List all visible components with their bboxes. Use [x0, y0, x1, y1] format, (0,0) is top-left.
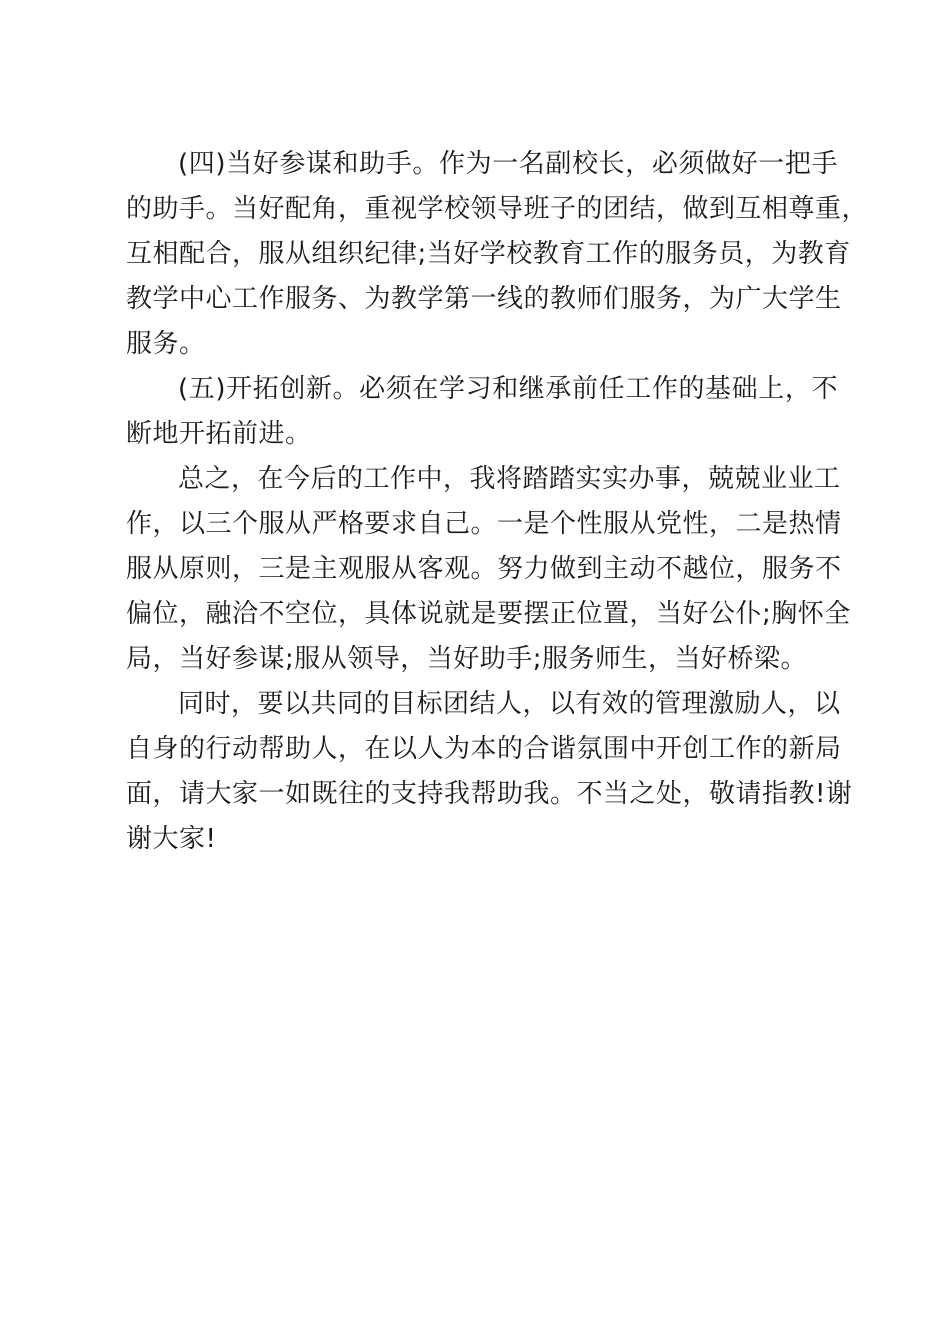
- document-body: [126, 142, 869, 862]
- paragraph-summary: [126, 457, 851, 682]
- text-line: (五)开拓创新。必须在学习和继承前任工作的基础上，不: [178, 374, 838, 404]
- text-line: 服务。: [126, 329, 206, 359]
- text-line: (四)当好参谋和助手。作为一名副校长，必须做好一把手: [178, 149, 838, 179]
- text-line: 同时，要以共同的目标团结人，以有效的管理激励人，以: [178, 689, 841, 719]
- text-line: 服从原则，三是主观服从客观。努力做到主动不越位，服务不: [126, 554, 842, 584]
- paragraph-closing: [126, 682, 853, 862]
- text-line: 教学中心工作服务、为教学第一线的教师们服务，为广大学生: [126, 284, 842, 314]
- text-line: 局，当好参谋;服从领导，当好助手;服务师生，当好桥梁。: [126, 644, 808, 674]
- text-line: 面，请大家一如既往的支持我帮助我。不当之处，敬请指教!谢: [126, 779, 853, 809]
- text-line: 互相配合，服从组织纪律;当好学校教育工作的服务员，为教育: [126, 239, 851, 269]
- text-line: 自身的行动帮助人，在以人为本的合谐氛围中开创工作的新局: [126, 734, 842, 764]
- text-line: 断地开拓前进。: [126, 419, 312, 449]
- paragraph-duty-4: [126, 142, 869, 367]
- text-line: 作，以三个服从严格要求自己。一是个性服从党性，二是热情: [126, 509, 842, 539]
- text-line: 偏位，融洽不空位，具体说就是要摆正位置，当好公仆;胸怀全: [126, 599, 851, 629]
- text-line: 的助手。当好配角，重视学校领导班子的团结，做到互相尊重，: [126, 194, 869, 224]
- text-line: 总之，在今后的工作中，我将踏踏实实办事，兢兢业业工: [178, 464, 841, 494]
- text-line: 谢大家!: [126, 824, 217, 854]
- paragraph-duty-5: [126, 367, 838, 457]
